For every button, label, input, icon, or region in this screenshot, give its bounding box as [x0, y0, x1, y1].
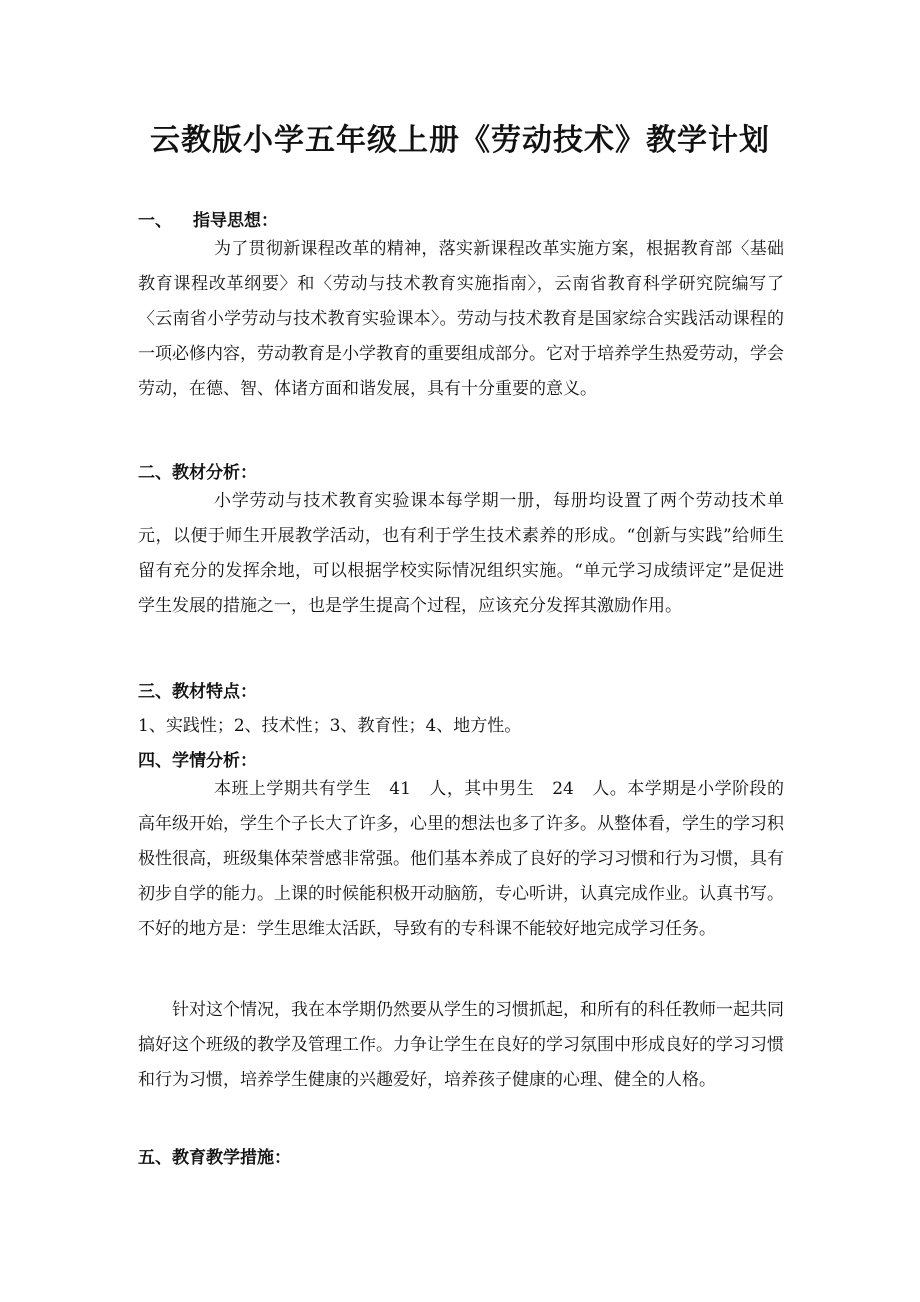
student-count: 41 [389, 779, 411, 799]
textbook-features-list: 1、实践性；2、技术性；3、教育性；4、地方性。 [138, 716, 522, 736]
section-heading-guiding-ideology [138, 206, 278, 231]
boy-count: 24 [552, 779, 574, 799]
text-segment: 人。本学期是小学阶段的高年级开始，学生个子长大了许多，心里的想法也多了许多。从整体看，学生的学习积极性很高，班级集体荣誉感非常强。他们基本养成了良好的学习习惯和行为习惯，具有初步自学的能力。上课的时候能积极开动脑筋，专心听讲，认真完成作业。认真书写。不好的地方是：学生思维太活跃，导致有的专科课不能较好地完成学习任务。 [138, 779, 785, 939]
section-heading-textbook-features: 三、教材特点： [138, 682, 257, 702]
document-title: 云教版小学五年级上册《劳动技术》教学计划 [150, 123, 770, 158]
text-segment: 人，其中男生 [428, 779, 535, 799]
paragraph-guiding-ideology: 为了贯彻新课程改革的精神，落实新课程改革实施方案，根据教育部〈基础教育课程改革纲要〉和〈劳动与技术教育实施指南〉，云南省教育科学研究院编写了〈云南省小学劳动与技术教育实验课本〉。劳动与技术教育是国家综合实践活动课程的一项必修内容，劳动教育是小学教育的重要组成部分。它对于培养学生热爱劳动，学会劳动，在德、智、体诸方面和谐发展，具有十分重要的意义。 [138, 239, 784, 399]
section-heading-textbook-analysis: 二、教材分析： [138, 463, 257, 483]
section-number: 一、 [138, 211, 172, 231]
section-heading-student-analysis: 四、学情分析： [138, 751, 257, 771]
section-heading-teaching-measures: 五、教育教学措施： [138, 1148, 291, 1168]
text-segment: 本班上学期共有学生 [214, 779, 372, 799]
paragraph-student-measures: 针对这个情况，我在本学期仍然要从学生的习惯抓起，和所有的科任教师一起共同搞好这个班级的教学及管理工作。力争让学生在良好的学习氛围中形成良好的学习习惯和行为习惯，培养学生健康的兴趣爱好，培养孩子健康的心理、健全的人格。 [138, 1000, 784, 1090]
paragraph-student-analysis [138, 772, 784, 947]
paragraph-textbook-analysis: 小学劳动与技术教育实验课本每学期一册，每册均设置了两个劳动技术单元，以便于师生开展教学活动，也有利于学生技术素养的形成。“创新与实践”给师生留有充分的发挥余地，可以根据学校实际情况组织实施。“单元学习成绩评定”是促进学生发展的措施之一，也是学生提高个过程，应该充分发挥其激励作用。 [138, 491, 784, 616]
section-title: 指导思想： [193, 211, 278, 231]
